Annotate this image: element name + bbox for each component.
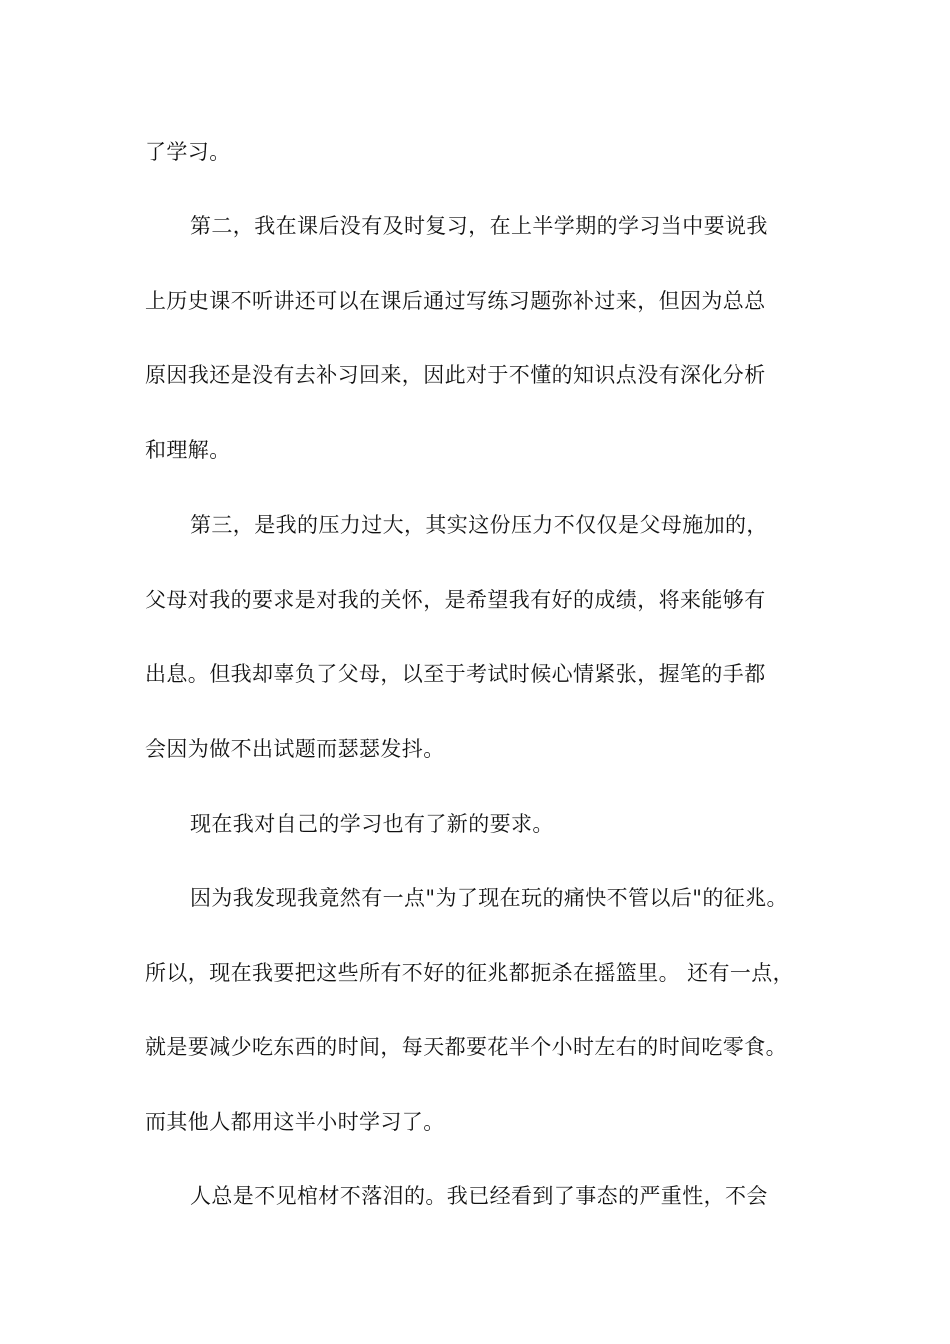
- text-line: 原因我还是没有去补习回来，因此对于不懂的知识点没有深化分析: [145, 363, 766, 387]
- paragraph-start-line: 因为我发现我竟然有一点"为了现在玩的痛快不管以后"的征兆。: [190, 886, 788, 910]
- text-line: 就是要减少吃东西的时间，每天都要花半个小时左右的时间吃零食。: [145, 1035, 787, 1059]
- text-line: 和理解。: [145, 438, 231, 462]
- text-line: 会因为做不出试题而瑟瑟发抖。: [145, 737, 445, 761]
- paragraph-start-line: 现在我对自己的学习也有了新的要求。: [190, 812, 554, 836]
- paragraph-start-line: 人总是不见棺材不落泪的。我已经看到了事态的严重性，不会: [190, 1184, 768, 1208]
- text-line: 上历史课不听讲还可以在课后通过写练习题弥补过来，但因为总总: [145, 289, 766, 313]
- text-line: 出息。但我却辜负了父母，以至于考试时候心情紧张，握笔的手都: [145, 662, 766, 686]
- text-line: 了学习。: [145, 140, 231, 164]
- text-line: 所以，现在我要把这些所有不好的征兆都扼杀在摇篮里。 还有一点，: [145, 961, 795, 985]
- text-line: 而其他人都用这半小时学习了。: [145, 1110, 445, 1134]
- paragraph-start-line: 第二，我在课后没有及时复习，在上半学期的学习当中要说我: [190, 214, 768, 238]
- paragraph-start-line: 第三，是我的压力过大，其实这份压力不仅仅是父母施加的，: [190, 513, 768, 537]
- text-line: 父母对我的要求是对我的关怀，是希望我有好的成绩，将来能够有: [145, 588, 766, 612]
